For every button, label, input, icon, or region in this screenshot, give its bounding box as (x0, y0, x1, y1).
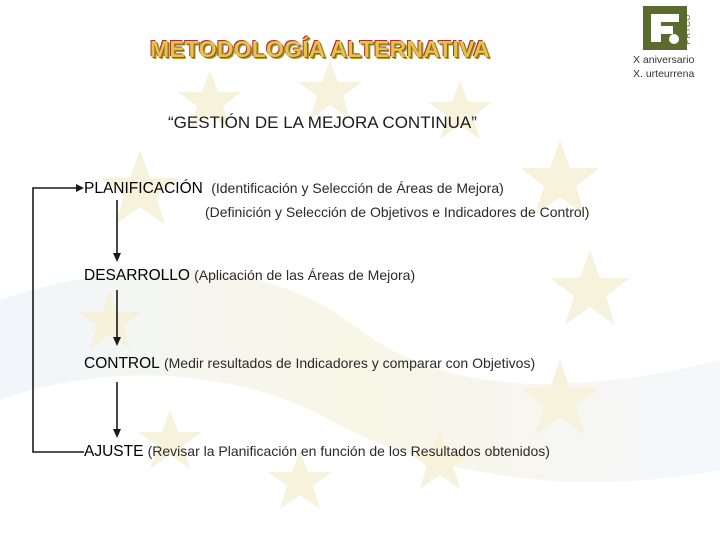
page-title: METODOLOGÍA ALTERNATIVA (150, 36, 490, 62)
step-head-planificacion: PLANIFICACIÓN (84, 180, 203, 197)
step-desc-control: (Medir resultados de Indicadores y comparar con Objetivos) (163, 355, 536, 371)
logo-vertical-text: PRTCO (683, 14, 692, 45)
logo-caption-2: X. urteurrena (633, 68, 695, 80)
step-desc2-planificacion: (Definición y Selección de Objetivos e Indicadores de Control) (205, 204, 590, 220)
page-subtitle: “GESTIÓN DE LA MEJORA CONTINUA” (168, 113, 477, 132)
step-planificacion (84, 180, 504, 198)
step-desc-ajuste: (Revisar la Planificación en función de los Resultados obtenidos) (147, 443, 550, 459)
step-desc-desarrollo: (Aplicación de las Áreas de Mejora) (194, 267, 416, 283)
step-ajuste (84, 443, 550, 461)
step-head-control: CONTROL (84, 355, 160, 372)
step-head-ajuste: AJUSTE (84, 443, 144, 460)
step-desc-planificacion: (Identificación y Selección de Áreas de Mejora) (211, 180, 504, 196)
logo-mark-icon (643, 6, 687, 50)
step-head-desarrollo: DESARROLLO (84, 267, 190, 284)
logo-caption-1: X aniversario (633, 54, 695, 66)
step-desarrollo (84, 267, 415, 285)
step-control (84, 355, 535, 373)
